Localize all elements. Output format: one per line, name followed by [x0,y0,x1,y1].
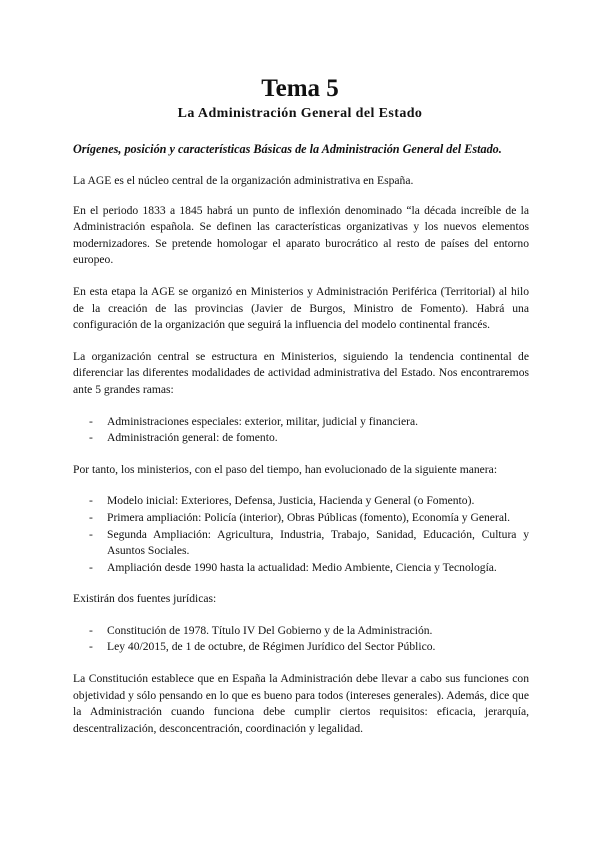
paragraph: En el periodo 1833 a 1845 habrá un punto de inflexión denominado “la década increíble de la Administración española. Se definen las características organizativas y los nuevos elementos modernizadores. Se pretende homologar el aparato burocrático al resto de países del entorno europeo. [73,203,529,267]
list-item: - Ley 40/2015, de 1 de octubre, de Régimen Jurídico del Sector Público. [73,639,529,656]
paragraph: La AGE es el núcleo central de la organización administrativa en España. [73,174,414,187]
list-item: - Primera ampliación: Policía (interior), Obras Públicas (fomento), Economía y General. [73,510,529,527]
list-item: - Constitución de 1978. Título IV Del Gobierno y de la Administración. [73,623,529,640]
list-item: - Modelo inicial: Exteriores, Defensa, Justicia, Hacienda y General (o Fomento). [73,493,529,510]
page-title: Tema 5 [261,75,339,102]
list-evolucion [73,493,529,576]
list-item: - Segunda Ampliación: Agricultura, Industria, Trabajo, Sanidad, Educación, Cultura y Asuntos Sociales. [73,527,529,560]
paragraph: La Constitución establece que en España la Administración debe llevar a cabo sus funciones con objetividad y sólo pensando en lo que es bueno para todos (intereses generales). Además, dice que la Administración cuando funciona debe cumplir ciertos requisitos: eficacia, jerarquía, descentralización, desconcentración, coordinación y legalidad. [73,672,529,735]
list-item: - Ampliación desde 1990 hasta la actualidad: Medio Ambiente, Ciencia y Tecnología. [73,560,529,577]
document-body [73,173,529,752]
list-item: - Administraciones especiales: exterior, militar, judicial y financiera. [73,414,529,431]
paragraph: Existirán dos fuentes jurídicas: [73,592,217,606]
list-fuentes [73,623,529,656]
page-subtitle: La Administración General del Estado [177,106,423,121]
paragraph: En esta etapa la AGE se organizó en Ministerios y Administración Periférica (Territorial) al hilo de la creación de las provincias (Javier de Burgos, Ministro de Fomento). Habrá una configuración de la organización que seguirá la influencia del modelo continental francés. [73,284,529,332]
list-item: - Administración general: de fomento. [73,430,529,447]
list-ramas [73,414,529,447]
section-heading: Orígenes, posición y características Básicas de la Administración General del Estado. [73,142,502,156]
paragraph: La organización central se estructura en Ministerios, siguiendo la tendencia continental de diferenciar las diferentes modalidades de actividad administrativa del Estado. Nos encontraremos ante 5 grandes ramas: [73,349,529,396]
paragraph: Por tanto, los ministerios, con el paso del tiempo, han evolucionado de la siguiente manera: [73,462,498,476]
